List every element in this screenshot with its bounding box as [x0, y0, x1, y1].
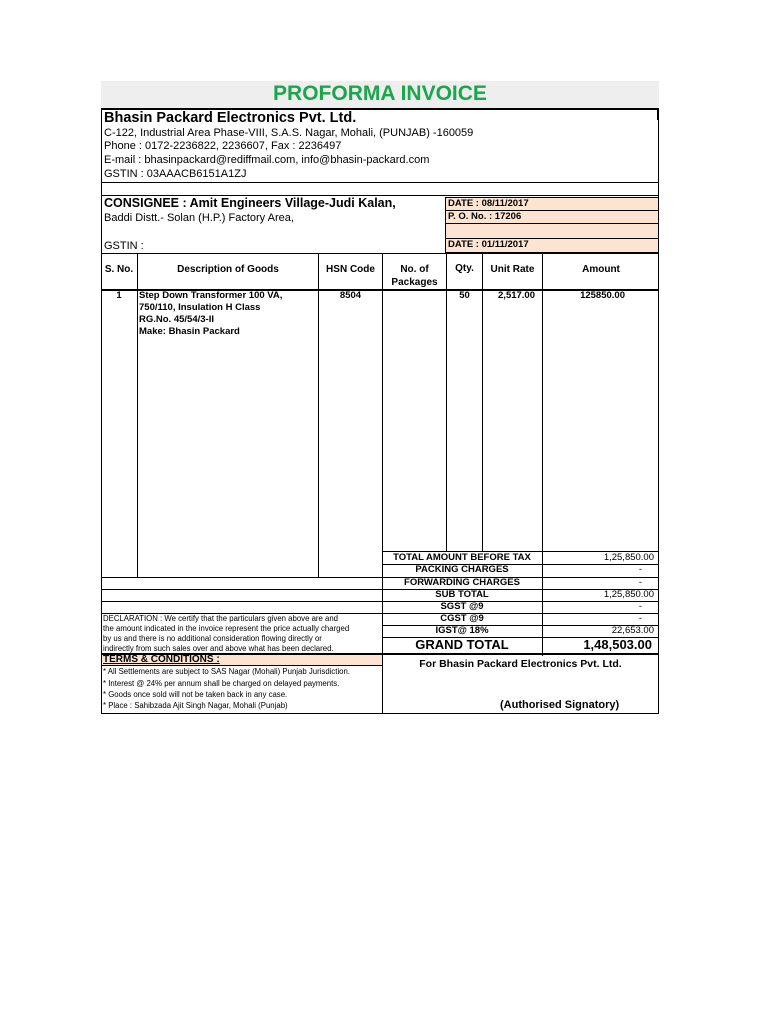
item-amount: 125850.00 — [580, 290, 625, 301]
total-label: SUB TOTAL — [435, 589, 489, 600]
total-value: - — [638, 601, 642, 612]
authorised-signatory: (Authorised Signatory) — [500, 699, 620, 711]
col-header-packages: No. of — [400, 264, 429, 275]
total-value: - — [638, 577, 642, 588]
total-value: 22,653.00 — [611, 625, 654, 636]
total-label: TOTAL AMOUNT BEFORE TAX — [393, 552, 531, 563]
company-address: C-122, Industrial Area Phase-VIII, S.A.S. Nagar, Mohali, (PUNJAB) -160059 — [104, 127, 474, 139]
signature-for: For Bhasin Packard Electronics Pvt. Ltd. — [419, 658, 622, 670]
grand-total-label: GRAND TOTAL — [415, 637, 509, 652]
total-value: 1,25,850.00 — [603, 552, 654, 563]
total-label: PACKING CHARGES — [415, 564, 509, 575]
total-label: SGST @9 — [440, 601, 484, 612]
col-divider — [318, 253, 319, 577]
blank-field — [445, 223, 659, 239]
company-phone: Phone : 0172-2236822, 2236607, Fax : 2236497 — [104, 140, 342, 152]
table-top — [101, 253, 659, 254]
item-desc-line: 750/110, Insulation H Class — [139, 302, 261, 313]
item-sno: 1 — [116, 290, 122, 301]
declaration-line: DECLARATION : We certify that the particulars given above are and — [103, 614, 339, 623]
po-date: DATE : 01/11/2017 — [448, 239, 529, 250]
terms-item: * Goods once sold will not be taken back in any case. — [103, 690, 288, 699]
divider — [101, 182, 659, 183]
terms-item: * Place : Sahibzada Ajit Singh Nagar, Mohali (Punjab) — [103, 701, 288, 710]
col-header-qty: Qty. — [455, 263, 474, 274]
total-label: CGST @9 — [440, 613, 484, 624]
declaration-line: by us and there is no additional consideration flowing directly or — [103, 634, 322, 643]
col-header-hsn: HSN Code — [326, 264, 375, 275]
item-qty: 50 — [459, 290, 470, 301]
invoice-title: PROFORMA INVOICE — [273, 82, 487, 105]
item-desc-line: Make: Bhasin Packard — [139, 326, 240, 337]
item-desc-line: Step Down Transformer 100 VA, — [139, 290, 283, 301]
po-number: P. O. No. : 17206 — [448, 211, 522, 222]
declaration-line: indirectly from such sales over and above what has been declared. — [103, 644, 334, 653]
item-rate: 2,517.00 — [498, 290, 535, 301]
declaration-line: the amount indicated in the invoice represent the price actually charged — [103, 624, 350, 633]
col-header-amount: Amount — [582, 264, 620, 275]
company-gstin: GSTIN : 03AAACB6151A1ZJ — [104, 168, 247, 180]
col-header-sno: S. No. — [104, 264, 134, 275]
company-name: Bhasin Packard Electronics Pvt. Ltd. — [104, 110, 357, 126]
total-value: - — [638, 564, 642, 575]
invoice-date: DATE : 08/11/2017 — [448, 198, 529, 209]
col-divider — [137, 253, 138, 577]
total-value: 1,25,850.00 — [603, 589, 654, 600]
terms-item: * Interest @ 24% per annum shall be charged on delayed payments. — [103, 679, 340, 688]
col-header-rate: Unit Rate — [490, 264, 535, 275]
terms-item: * All Settlements are subject to SAS Nagar (Mohali) Punjab Jurisdiction. — [103, 667, 351, 676]
consignee-line-2: Baddi Distt.- Solan (H.P.) Factory Area, — [104, 212, 294, 224]
grand-total-value: 1,48,503.00 — [583, 637, 652, 652]
total-label: FORWARDING CHARGES — [404, 577, 520, 588]
consignee-gstin: GSTIN : — [104, 240, 144, 252]
terms-title: TERMS & CONDITIONS : — [103, 654, 220, 665]
company-email: E-mail : bhasinpackard@rediffmail.com, info@bhasin-packard.com — [104, 154, 430, 166]
item-hsn: 8504 — [339, 290, 362, 301]
consignee-line-1: CONSIGNEE : Amit Engineers Village-Judi Kalan, — [104, 196, 396, 210]
item-desc-line: RG.No. 45/54/3-II — [139, 314, 214, 325]
col-header-packages: Packages — [391, 277, 438, 288]
frame-right-thick — [657, 108, 659, 120]
total-value: - — [638, 613, 642, 624]
total-label: IGST@ 18% — [435, 625, 489, 636]
col-header-desc: Description of Goods — [177, 264, 279, 275]
